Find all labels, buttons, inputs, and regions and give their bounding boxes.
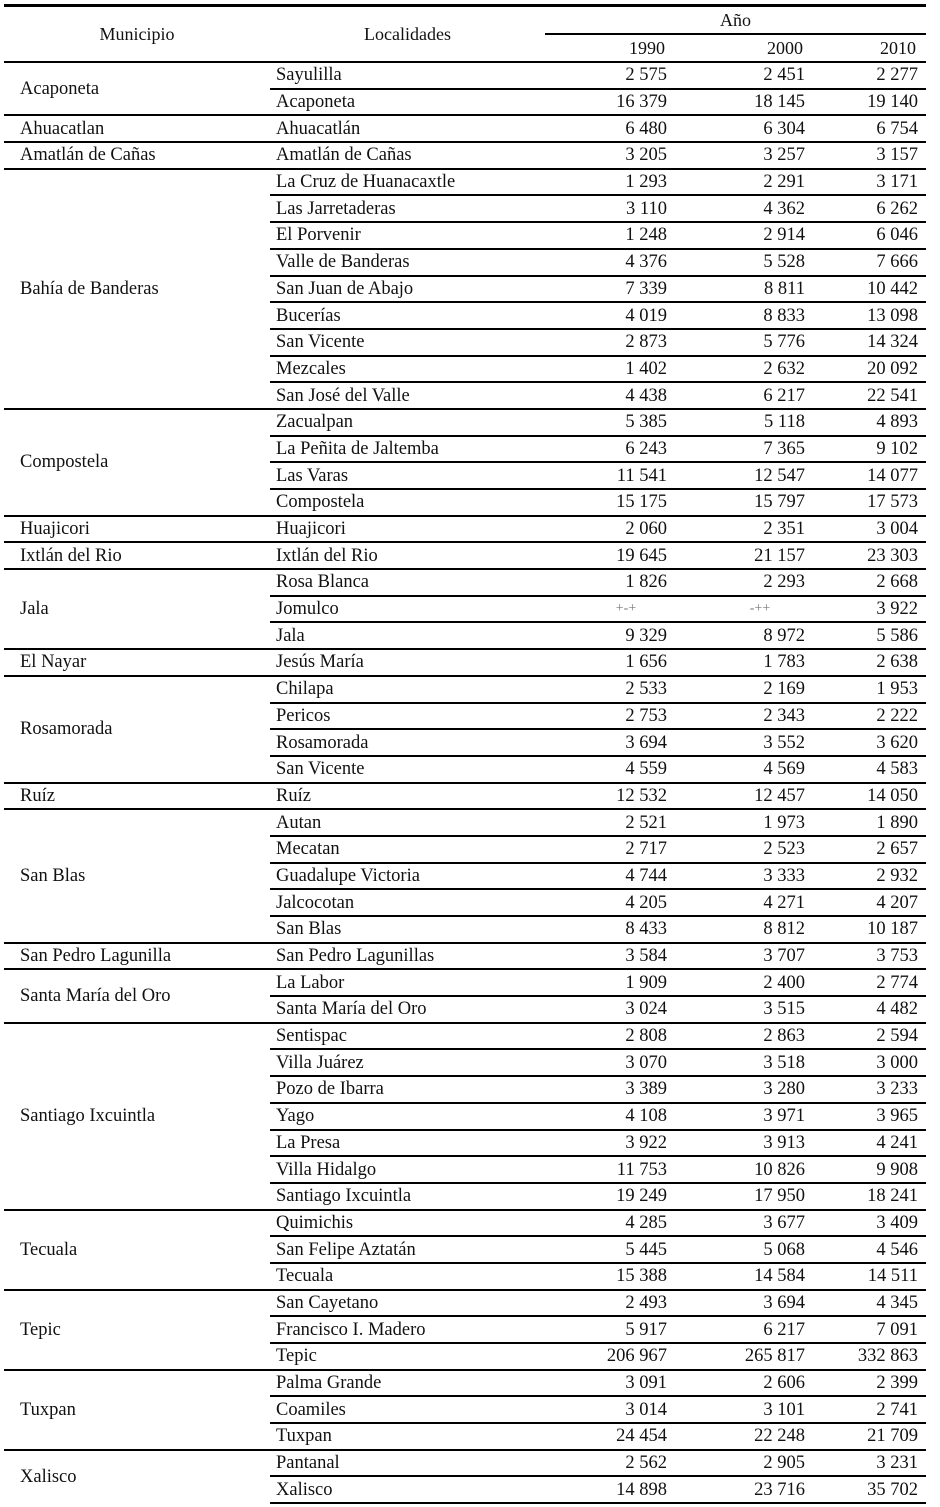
localidad-cell: La Cruz de Huanacaxtle (270, 169, 545, 196)
localidad-cell: Coamiles (270, 1396, 545, 1423)
localidad-cell: Tecuala (270, 1263, 545, 1290)
population-cell-1990: 4 559 (545, 756, 675, 783)
population-cell-1990: 2 808 (545, 1023, 675, 1050)
population-cell-2010: 2 277 (813, 62, 926, 89)
population-cell-2000: 1 973 (675, 809, 813, 836)
population-cell-2000: 3 694 (675, 1290, 813, 1317)
population-cell-1990: 1 402 (545, 356, 675, 383)
population-cell-2000: 3 913 (675, 1130, 813, 1157)
population-cell-2000: 18 145 (675, 89, 813, 116)
localidad-cell: Jalcocotan (270, 889, 545, 916)
population-cell-2000: 5 068 (675, 1236, 813, 1263)
municipio-cell: Ruíz (4, 783, 270, 810)
population-cell-2000: 4 569 (675, 756, 813, 783)
population-cell-2010: 4 583 (813, 756, 926, 783)
population-cell-1990: 3 091 (545, 1370, 675, 1397)
population-cell-1990: 1 909 (545, 969, 675, 996)
localidad-cell: Xalisco (270, 1476, 545, 1503)
population-cell-1990: 3 389 (545, 1076, 675, 1103)
population-cell-2000: 8 972 (675, 622, 813, 649)
population-cell-2000: 8 811 (675, 276, 813, 303)
population-cell-1990: 2 753 (545, 703, 675, 730)
population-cell-2000: 5 776 (675, 329, 813, 356)
population-cell-2000: 2 905 (675, 1450, 813, 1477)
header-anio: Año (720, 9, 751, 30)
population-cell-2000: 3 333 (675, 863, 813, 890)
population-cell-1990: 3 584 (545, 943, 675, 970)
table-row (4, 542, 926, 569)
municipio-cell: Compostela (4, 409, 270, 516)
population-cell-1990: 3 922 (545, 1130, 675, 1157)
localidad-cell: Chilapa (270, 676, 545, 703)
population-cell-1990: 19 249 (545, 1183, 675, 1210)
localidad-cell: Tepic (270, 1343, 545, 1370)
localidad-cell: Santiago Ixcuintla (270, 1183, 545, 1210)
population-cell-2000: 2 400 (675, 969, 813, 996)
population-cell-2010: 10 187 (813, 916, 926, 943)
localidad-cell: Villa Juárez (270, 1049, 545, 1076)
population-cell-2010: 14 050 (813, 783, 926, 810)
population-cell-2000: 2 291 (675, 169, 813, 196)
localidad-cell: Tuxpan (270, 1423, 545, 1450)
population-cell-2000: 6 304 (675, 115, 813, 142)
localidad-cell: Jesús María (270, 649, 545, 676)
population-cell-2000: 10 826 (675, 1156, 813, 1183)
localidad-cell: Amatlán de Cañas (270, 142, 545, 169)
population-cell-1990: 4 376 (545, 249, 675, 276)
population-cell-2000: 2 343 (675, 703, 813, 730)
table-body (4, 62, 926, 1503)
population-table (4, 4, 926, 1504)
localidad-cell: Quimichis (270, 1210, 545, 1237)
population-cell-2010: 2 932 (813, 863, 926, 890)
population-cell-1990: 3 205 (545, 142, 675, 169)
population-cell-2010: 9 102 (813, 436, 926, 463)
municipio-cell: Bahía de Banderas (4, 169, 270, 409)
table-row (4, 169, 926, 196)
table-row (4, 1370, 926, 1397)
population-cell-1990: 19 645 (545, 542, 675, 569)
population-cell-2010: 4 241 (813, 1130, 926, 1157)
municipio-cell: San Pedro Lagunilla (4, 943, 270, 970)
population-cell-1990: 2 562 (545, 1450, 675, 1477)
population-cell-2010: 21 709 (813, 1423, 926, 1450)
header-year-2000: 2000 (675, 34, 813, 62)
table-row (4, 569, 926, 596)
population-cell-2000: 1 783 (675, 649, 813, 676)
population-cell-2000: 2 632 (675, 356, 813, 383)
population-cell-2010: 7 666 (813, 249, 926, 276)
localidad-cell: San José del Valle (270, 382, 545, 409)
municipio-cell: Tuxpan (4, 1370, 270, 1450)
population-cell-1990: 1 248 (545, 222, 675, 249)
localidad-cell: Santa María del Oro (270, 996, 545, 1023)
localidad-cell: Villa Hidalgo (270, 1156, 545, 1183)
localidad-cell: La Labor (270, 969, 545, 996)
population-cell-2000: 6 217 (675, 1316, 813, 1343)
population-cell-2010: 3 157 (813, 142, 926, 169)
localidad-cell: Mezcales (270, 356, 545, 383)
table-row (4, 649, 926, 676)
population-cell-2010: 14 511 (813, 1263, 926, 1290)
municipio-cell: Xalisco (4, 1450, 270, 1503)
localidad-cell: Huajicori (270, 516, 545, 543)
localidad-cell: Zacualpan (270, 409, 545, 436)
population-cell-1990: 3 024 (545, 996, 675, 1023)
table-row (4, 1023, 926, 1050)
municipio-cell: Santiago Ixcuintla (4, 1023, 270, 1210)
population-cell-2000: 5 118 (675, 409, 813, 436)
population-cell-2000: 7 365 (675, 436, 813, 463)
municipio-cell: Ixtlán del Rio (4, 542, 270, 569)
population-cell-1990: 9 329 (545, 622, 675, 649)
population-cell-1990: +-+ (545, 596, 675, 623)
localidad-cell: Yago (270, 1103, 545, 1130)
population-cell-2000: 3 518 (675, 1049, 813, 1076)
population-cell-1990: 14 898 (545, 1476, 675, 1503)
localidad-cell: Jomulco (270, 596, 545, 623)
localidad-cell: Las Varas (270, 462, 545, 489)
localidad-cell: San Cayetano (270, 1290, 545, 1317)
table-row (4, 1450, 926, 1477)
population-cell-2000: 2 351 (675, 516, 813, 543)
population-cell-1990: 4 108 (545, 1103, 675, 1130)
population-cell-1990: 2 575 (545, 62, 675, 89)
population-cell-2010: 2 657 (813, 836, 926, 863)
population-cell-2010: 22 541 (813, 382, 926, 409)
population-cell-2010: 17 573 (813, 489, 926, 516)
population-cell-2010: 2 222 (813, 703, 926, 730)
population-cell-2000: 3 280 (675, 1076, 813, 1103)
localidad-cell: San Vicente (270, 329, 545, 356)
population-cell-2010: 6 046 (813, 222, 926, 249)
population-cell-2010: 14 077 (813, 462, 926, 489)
table-row (4, 1290, 926, 1317)
population-cell-2000: 12 547 (675, 462, 813, 489)
population-cell-1990: 4 019 (545, 302, 675, 329)
population-cell-1990: 15 388 (545, 1263, 675, 1290)
population-cell-2010: 3 000 (813, 1049, 926, 1076)
population-cell-2010: 5 586 (813, 622, 926, 649)
table-row (4, 1210, 926, 1237)
localidad-cell: San Pedro Lagunillas (270, 943, 545, 970)
header-year-2010: 2010 (813, 34, 926, 62)
municipio-cell: Rosamorada (4, 676, 270, 783)
population-cell-1990: 1 826 (545, 569, 675, 596)
population-cell-2010: 14 324 (813, 329, 926, 356)
table-row (4, 783, 926, 810)
localidad-cell: Palma Grande (270, 1370, 545, 1397)
population-cell-2000: 2 451 (675, 62, 813, 89)
population-cell-1990: 5 445 (545, 1236, 675, 1263)
population-cell-2010: 4 546 (813, 1236, 926, 1263)
population-cell-1990: 6 243 (545, 436, 675, 463)
population-cell-2000: 14 584 (675, 1263, 813, 1290)
population-cell-2000: 15 797 (675, 489, 813, 516)
population-cell-1990: 206 967 (545, 1343, 675, 1370)
localidad-cell: Francisco I. Madero (270, 1316, 545, 1343)
population-cell-1990: 15 175 (545, 489, 675, 516)
localidad-cell: Acaponeta (270, 89, 545, 116)
population-cell-2010: 2 774 (813, 969, 926, 996)
population-cell-2010: 332 863 (813, 1343, 926, 1370)
population-cell-2010: 1 890 (813, 809, 926, 836)
localidad-cell: La Presa (270, 1130, 545, 1157)
population-cell-2000: 17 950 (675, 1183, 813, 1210)
localidad-cell: Pantanal (270, 1450, 545, 1477)
population-cell-2000: 3 552 (675, 729, 813, 756)
population-cell-2010: 3 004 (813, 516, 926, 543)
municipio-cell: El Nayar (4, 649, 270, 676)
population-cell-2000: 23 716 (675, 1476, 813, 1503)
localidad-cell: Mecatan (270, 836, 545, 863)
table-row (4, 409, 926, 436)
population-cell-2010: 2 668 (813, 569, 926, 596)
localidad-cell: San Juan de Abajo (270, 276, 545, 303)
population-cell-2000: 22 248 (675, 1423, 813, 1450)
population-cell-2000: 3 257 (675, 142, 813, 169)
population-cell-2010: 3 965 (813, 1103, 926, 1130)
population-cell-1990: 2 060 (545, 516, 675, 543)
population-cell-2000: 8 812 (675, 916, 813, 943)
table-row (4, 62, 926, 89)
municipio-cell: San Blas (4, 809, 270, 942)
population-cell-2000: 4 362 (675, 195, 813, 222)
population-cell-1990: 3 110 (545, 195, 675, 222)
population-cell-2000: 5 528 (675, 249, 813, 276)
population-cell-1990: 5 917 (545, 1316, 675, 1343)
population-cell-2010: 3 171 (813, 169, 926, 196)
population-cell-1990: 3 070 (545, 1049, 675, 1076)
population-cell-2010: 3 231 (813, 1450, 926, 1477)
localidad-cell: Sayulilla (270, 62, 545, 89)
population-cell-2000: 12 457 (675, 783, 813, 810)
localidad-cell: Jala (270, 622, 545, 649)
population-cell-1990: 4 205 (545, 889, 675, 916)
population-cell-2010: 2 741 (813, 1396, 926, 1423)
localidad-cell: Bucerías (270, 302, 545, 329)
population-cell-2000: 8 833 (675, 302, 813, 329)
population-cell-2010: 3 233 (813, 1076, 926, 1103)
population-cell-2010: 18 241 (813, 1183, 926, 1210)
population-cell-2000: 2 523 (675, 836, 813, 863)
population-cell-2010: 10 442 (813, 276, 926, 303)
localidad-cell: Ruíz (270, 783, 545, 810)
population-cell-2000: 3 677 (675, 1210, 813, 1237)
localidad-cell: Pericos (270, 703, 545, 730)
population-cell-1990: 2 521 (545, 809, 675, 836)
header-localidades: Localidades (364, 23, 451, 44)
table-row (4, 943, 926, 970)
population-cell-2010: 6 262 (813, 195, 926, 222)
population-cell-1990: 5 385 (545, 409, 675, 436)
population-cell-2010: 3 753 (813, 943, 926, 970)
municipio-cell: Tecuala (4, 1210, 270, 1290)
population-cell-1990: 2 717 (545, 836, 675, 863)
localidad-cell: Las Jarretaderas (270, 195, 545, 222)
population-cell-2000: 3 515 (675, 996, 813, 1023)
table-row (4, 969, 926, 996)
population-cell-2010: 20 092 (813, 356, 926, 383)
population-cell-2010: 19 140 (813, 89, 926, 116)
table-row (4, 676, 926, 703)
population-cell-2000: 265 817 (675, 1343, 813, 1370)
municipio-cell: Acaponeta (4, 62, 270, 115)
table-row (4, 809, 926, 836)
localidad-cell: San Blas (270, 916, 545, 943)
population-cell-1990: 3 014 (545, 1396, 675, 1423)
population-cell-1990: 3 694 (545, 729, 675, 756)
population-cell-1990: 4 285 (545, 1210, 675, 1237)
population-cell-2010: 6 754 (813, 115, 926, 142)
localidad-cell: Sentispac (270, 1023, 545, 1050)
population-cell-2010: 3 922 (813, 596, 926, 623)
population-cell-2000: 2 293 (675, 569, 813, 596)
localidad-cell: Rosa Blanca (270, 569, 545, 596)
population-cell-1990: 8 433 (545, 916, 675, 943)
population-cell-1990: 11 753 (545, 1156, 675, 1183)
localidad-cell: La Peñita de Jaltemba (270, 436, 545, 463)
population-cell-1990: 2 873 (545, 329, 675, 356)
population-cell-2000: 2 914 (675, 222, 813, 249)
population-cell-2000: -++ (675, 596, 813, 623)
population-cell-1990: 6 480 (545, 115, 675, 142)
population-cell-2000: 4 271 (675, 889, 813, 916)
population-cell-2010: 4 482 (813, 996, 926, 1023)
population-cell-2000: 21 157 (675, 542, 813, 569)
localidad-cell: El Porvenir (270, 222, 545, 249)
population-cell-2010: 3 409 (813, 1210, 926, 1237)
population-cell-2010: 35 702 (813, 1476, 926, 1503)
population-cell-2010: 4 345 (813, 1290, 926, 1317)
localidad-cell: Valle de Banderas (270, 249, 545, 276)
localidad-cell: San Felipe Aztatán (270, 1236, 545, 1263)
table-row (4, 516, 926, 543)
table-row (4, 115, 926, 142)
localidad-cell: Rosamorada (270, 729, 545, 756)
population-cell-2000: 2 863 (675, 1023, 813, 1050)
population-cell-1990: 16 379 (545, 89, 675, 116)
population-cell-2010: 2 594 (813, 1023, 926, 1050)
localidad-cell: Pozo de Ibarra (270, 1076, 545, 1103)
population-cell-2000: 3 101 (675, 1396, 813, 1423)
population-cell-2000: 3 707 (675, 943, 813, 970)
population-cell-1990: 2 533 (545, 676, 675, 703)
population-cell-2000: 6 217 (675, 382, 813, 409)
population-cell-1990: 12 532 (545, 783, 675, 810)
population-cell-1990: 11 541 (545, 462, 675, 489)
municipio-cell: Huajicori (4, 516, 270, 543)
population-cell-1990: 4 744 (545, 863, 675, 890)
header-year-1990: 1990 (545, 34, 675, 62)
table-row (4, 142, 926, 169)
population-cell-2010: 2 638 (813, 649, 926, 676)
population-cell-2010: 1 953 (813, 676, 926, 703)
municipio-cell: Ahuacatlan (4, 115, 270, 142)
localidad-cell: Autan (270, 809, 545, 836)
population-cell-1990: 4 438 (545, 382, 675, 409)
population-cell-2010: 4 893 (813, 409, 926, 436)
municipio-cell: Santa María del Oro (4, 969, 270, 1022)
localidad-cell: Ahuacatlán (270, 115, 545, 142)
population-cell-2010: 3 620 (813, 729, 926, 756)
population-cell-1990: 7 339 (545, 276, 675, 303)
population-cell-2010: 4 207 (813, 889, 926, 916)
population-cell-2010: 2 399 (813, 1370, 926, 1397)
municipio-cell: Amatlán de Cañas (4, 142, 270, 169)
population-cell-2000: 2 606 (675, 1370, 813, 1397)
population-cell-1990: 2 493 (545, 1290, 675, 1317)
population-cell-2010: 9 908 (813, 1156, 926, 1183)
header-municipio: Municipio (99, 23, 175, 44)
localidad-cell: Ixtlán del Rio (270, 542, 545, 569)
localidad-cell: Compostela (270, 489, 545, 516)
municipio-cell: Tepic (4, 1290, 270, 1370)
population-cell-2000: 3 971 (675, 1103, 813, 1130)
population-cell-2010: 13 098 (813, 302, 926, 329)
municipio-cell: Jala (4, 569, 270, 649)
population-cell-2010: 7 091 (813, 1316, 926, 1343)
population-cell-1990: 1 656 (545, 649, 675, 676)
population-cell-2010: 23 303 (813, 542, 926, 569)
population-cell-1990: 24 454 (545, 1423, 675, 1450)
population-cell-1990: 1 293 (545, 169, 675, 196)
localidad-cell: San Vicente (270, 756, 545, 783)
population-cell-2000: 2 169 (675, 676, 813, 703)
localidad-cell: Guadalupe Victoria (270, 863, 545, 890)
